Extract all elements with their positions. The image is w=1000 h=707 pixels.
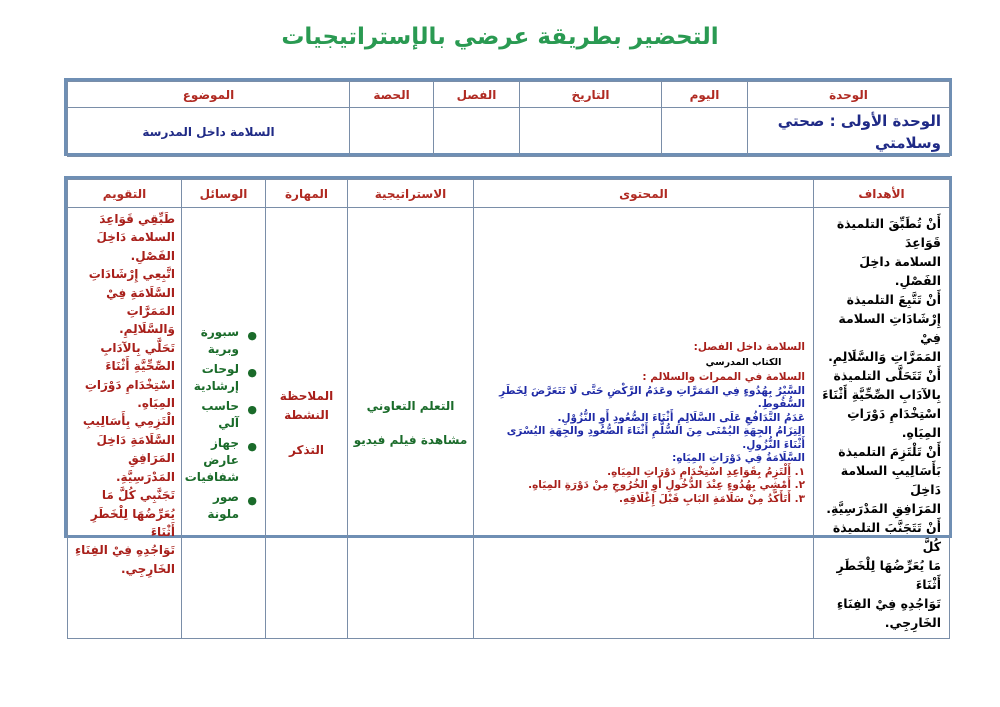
evaluation-line: اسْتِخْدَامِ دَوْرَاتِ bbox=[84, 377, 175, 392]
header-unit: الوحدة bbox=[748, 82, 950, 108]
objective-line: أَنْ تَتَّبِعَ التلميذة bbox=[846, 292, 941, 307]
objective-line: بَأَسَالِيبِ السلامة دَاخِلَ bbox=[840, 463, 941, 497]
content-heading-restrooms: السَّلَامَةُ فِي دَوْرَاتِ المِيَاهِ: bbox=[672, 452, 805, 465]
evaluation-line: الفَصْلِ. bbox=[130, 248, 175, 263]
tools-item: ● سبورة وبرية bbox=[200, 324, 257, 356]
header-objectives: الأهداف bbox=[814, 180, 950, 208]
header-topic: الموضوع bbox=[68, 82, 350, 108]
bullet-icon: ● bbox=[247, 365, 257, 379]
period-value bbox=[350, 108, 434, 157]
objective-line: مَا يُعَرِّضُهَا لِلْخَطَرِ أَثْنَاءَ bbox=[836, 558, 941, 592]
lesson-plan-table bbox=[64, 176, 952, 630]
evaluation-line: تَجَنَّبِي كُلَّ مَا bbox=[101, 488, 175, 503]
evaluation-line: الصِّحِّيَّةِ أَثْنَاءَ bbox=[105, 359, 175, 374]
evaluation-line: المَرَافِقِ المَدْرَسِيَّةِ. bbox=[115, 451, 175, 484]
header-evaluation: التقويم bbox=[68, 180, 182, 208]
header-skill: المهارة bbox=[266, 180, 348, 208]
header-content: المحتوى bbox=[474, 180, 814, 208]
content-red-line: ١. أَلْتَزِمُ بِقَوَاعِدِ اسْتِخْدَامِ دَوْرَاتِ المِيَاهِ. bbox=[607, 465, 805, 478]
objective-line: تَوَاجُدِهِ فِيْ الفِنَاءِ bbox=[836, 596, 941, 611]
header-day: اليوم bbox=[662, 82, 748, 108]
evaluation-line: طَبِّقِي قَوَاعِدَ bbox=[99, 212, 175, 226]
content-heading-corridors: السلامة في الممرات والسلالم : bbox=[642, 370, 805, 383]
objective-line: اسْتِخْدَامِ دَوْرَاتِ المِيَاهِ. bbox=[847, 406, 941, 440]
objective-line: المَرَافِقِ المَدْرَسِيَّةِ. bbox=[826, 501, 941, 516]
evaluation-line: المَمَرَّاتِ وَالسَّلَالِمِ. bbox=[119, 304, 175, 337]
skill-item: الملاحظة bbox=[279, 388, 334, 403]
header-period: الحصة bbox=[350, 82, 434, 108]
content-blue-line: السَّيْرُ بِهُدُوءٍ فِي المَمَرَّاتِ وعَدَمُ الرَّكْضِ حَتَّى لَا تَتَعَرَّضَ لِخَطَرِ السُّقُوطِ. bbox=[499, 384, 805, 411]
objective-line: أَنْ تُطَبِّقَ التلميذة قَوَاعِدَ bbox=[836, 216, 941, 250]
bullet-icon: ● bbox=[247, 328, 257, 342]
evaluation-line: السلامة دَاخِلَ bbox=[96, 230, 175, 245]
skill-item: التذكر bbox=[289, 442, 324, 457]
evaluation-line: يُعَرِّضُهَا لِلْخَطَرِ أَثْنَاءَ bbox=[90, 506, 175, 539]
grade-value bbox=[434, 108, 520, 157]
evaluation-line: السَّلَامَةِ فِيْ bbox=[106, 285, 175, 300]
evaluation-line: الْتَزِمِي بِأَسَالِيبِ bbox=[82, 414, 175, 429]
content-cell bbox=[474, 208, 814, 639]
content-heading-classroom: السلامة داخل الفصل: bbox=[693, 340, 805, 353]
header-strategy: الاستراتيجية bbox=[348, 180, 474, 208]
bullet-icon: ● bbox=[247, 439, 257, 453]
tools-item: ● جهاز عارض شفافيات bbox=[184, 435, 257, 484]
evaluation-line: السَّلَامَةِ دَاخِلَ bbox=[96, 432, 175, 447]
page-title: التحضير بطريقة عرضي بالإستراتيجيات bbox=[281, 24, 719, 50]
lesson-info-table bbox=[64, 78, 952, 156]
strategy-item: التعلم التعاوني bbox=[366, 399, 455, 413]
content-red-line: ٣. أَتَأَكَّدُ مِنْ سَلَامَةِ البَابِ قَبْلَ إِغْلَاقِهِ. bbox=[619, 492, 805, 505]
evaluation-line: تَحَلَّي بِالآدَابِ bbox=[100, 340, 175, 355]
header-date: التاريخ bbox=[520, 82, 662, 108]
bullet-icon: ● bbox=[247, 402, 257, 416]
date-value bbox=[520, 108, 662, 157]
evaluation-line: المِيَاهِ. bbox=[137, 396, 175, 411]
objectives-cell bbox=[814, 208, 950, 639]
content-blue-line: الِتِزَامُ الجِهَةِ اليُمْنَى مِنَ السُّلَّمِ أَثْنَاءَ الصُّعُودِ والجِهَةِ اليُسْرَى أَثْنَاءَ النُّزُولِ. bbox=[506, 425, 805, 451]
header-tools: الوسائل bbox=[182, 180, 266, 208]
evaluation-line: تَوَاجُدِهِ فِيْ الفِنَاءِ bbox=[75, 543, 175, 558]
skill-cell bbox=[266, 208, 348, 639]
unit-value: الوحدة الأولى : صحتي وسلامتي bbox=[748, 108, 950, 157]
evaluation-line: اتَّبِعِي إِرْشَادَاتِ bbox=[88, 267, 175, 282]
evaluation-line: الخَارِجِي. bbox=[120, 561, 175, 576]
content-book: الكتاب المدرسي bbox=[705, 356, 782, 368]
objective-line: أَنْ تَلْتَزِمَ التلميذة bbox=[838, 444, 941, 459]
strategy-cell bbox=[348, 208, 474, 639]
bullet-icon: ● bbox=[247, 493, 257, 507]
objective-line: إِرْشَادَاتِ السلامة فِيْ bbox=[838, 311, 941, 345]
tools-item: ● صور ملونة bbox=[207, 489, 257, 521]
header-grade: الفصل bbox=[434, 82, 520, 108]
tools-item: ● حاسب آلي bbox=[201, 398, 257, 430]
content-blue-line: عَدَمُ التَّدَافُعِ عَلَى السَّلَالِمِ أَثْنَاءَ الصُّعُودِ أَوِ النُّزُوْلِ. bbox=[557, 411, 805, 424]
objective-line: أَنْ تَتَحَلَّى التلميذة bbox=[833, 368, 941, 383]
skill-item: النشطة bbox=[284, 407, 329, 422]
tools-cell bbox=[182, 208, 266, 639]
topic-value: السلامة داخل المدرسة bbox=[68, 108, 350, 157]
strategy-item: مشاهدة فيلم فيديو bbox=[353, 433, 468, 447]
objective-line: المَمَرَّاتِ وَالسَّلَالِمِ. bbox=[828, 349, 941, 364]
objective-line: أَنْ تَتَجَنَّبَ التلميذة كُلَّ bbox=[832, 520, 941, 554]
tools-item: ● لوحات إرشادية bbox=[193, 361, 257, 393]
tools-list bbox=[186, 324, 261, 523]
objective-line: بِالآدَابِ الصِّحِّيَّةِ أَثْنَاءَ bbox=[822, 387, 941, 402]
day-value bbox=[662, 108, 748, 157]
content-red-line: ٢. أَمْشِي بِهُدُوءٍ عِنْدَ الدُّخُولِ أَوِ الخُرُوجِ مِنْ دَوْرَةِ المِيَاهِ. bbox=[528, 479, 805, 492]
objective-line: السلامة داخِلَ الفَصْلِ. bbox=[859, 254, 941, 288]
objective-line: الخَارِجِي. bbox=[884, 615, 941, 630]
evaluation-cell bbox=[68, 208, 182, 639]
